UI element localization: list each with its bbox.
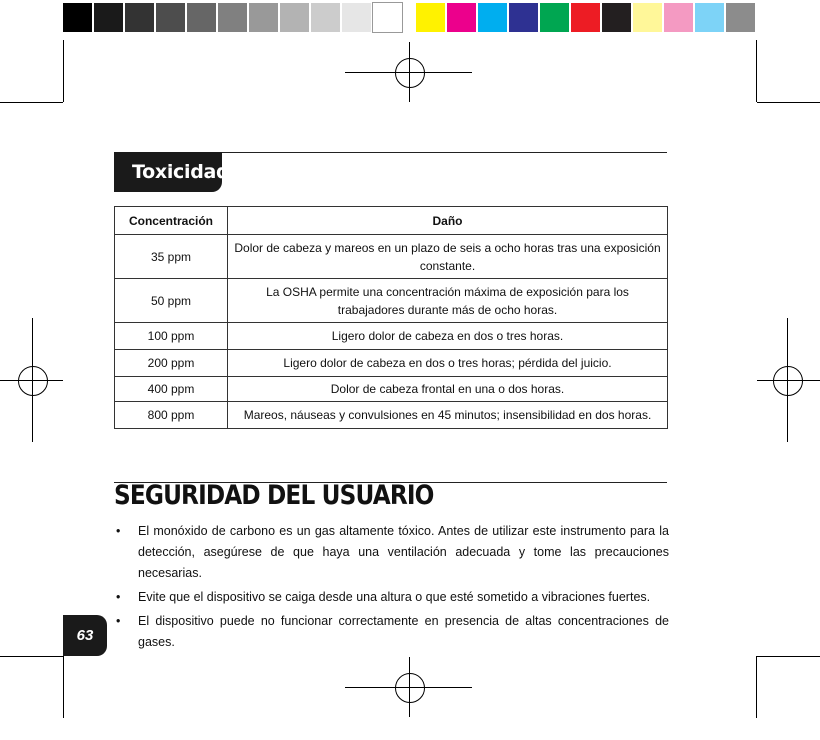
concentration-cell: 800 ppm	[115, 402, 228, 429]
color-swatch	[124, 2, 155, 33]
list-item	[114, 521, 669, 584]
table-row	[115, 279, 668, 323]
concentration-cell: 50 ppm	[115, 279, 228, 323]
color-swatch	[632, 2, 663, 33]
color-swatch	[62, 2, 93, 33]
section-title: SEGURIDAD DEL USUARIO	[114, 480, 434, 511]
column-header-damage: Daño	[228, 207, 668, 235]
crop-mark	[0, 102, 63, 103]
damage-cell: Dolor de cabeza y mareos en un plazo de seis a ocho horas tras una exposición constante.	[228, 235, 668, 279]
bullet-icon: •	[116, 524, 121, 538]
color-swatch	[93, 2, 124, 33]
color-swatch	[508, 2, 539, 33]
damage-cell: Dolor de cabeza frontal en una o dos horas.	[228, 377, 668, 402]
damage-cell: Ligero dolor de cabeza en dos o tres horas; pérdida del juicio.	[228, 350, 668, 377]
concentration-cell: 100 ppm	[115, 323, 228, 350]
table-row	[115, 402, 668, 429]
list-item-text: El dispositivo puede no funcionar correctamente en presencia de altas concentraciones de gases.	[138, 614, 669, 649]
section-divider	[222, 152, 667, 153]
color-swatch	[341, 2, 372, 33]
list-item	[114, 587, 669, 608]
color-swatch	[372, 2, 403, 33]
list-item	[114, 611, 669, 653]
color-swatch	[217, 2, 248, 33]
color-swatch	[570, 2, 601, 33]
crop-mark	[63, 40, 64, 102]
list-item-text: El monóxido de carbono es un gas altamente tóxico. Antes de utilizar este instrumento para la detección, asegúrese de que haya una ventilación adecuada y tome las precauciones necesarias.	[138, 524, 669, 580]
concentration-cell: 35 ppm	[115, 235, 228, 279]
safety-list	[114, 521, 669, 656]
color-swatch	[539, 2, 570, 33]
table-header-row	[115, 207, 668, 235]
color-swatch	[663, 2, 694, 33]
bullet-icon: •	[116, 590, 121, 604]
toxicity-section-tab: Toxicidad	[114, 152, 222, 192]
color-swatch	[248, 2, 279, 33]
color-swatch	[279, 2, 310, 33]
crop-mark	[756, 40, 757, 102]
crop-mark	[0, 656, 63, 657]
damage-cell: La OSHA permite una concentración máxima de exposición para los trabajadores durante más de ocho horas.	[228, 279, 668, 323]
table-row	[115, 235, 668, 279]
color-swatch	[477, 2, 508, 33]
crop-mark	[756, 656, 757, 718]
color-swatch	[415, 2, 446, 33]
table-row	[115, 377, 668, 402]
color-swatch	[310, 2, 341, 33]
color-swatch	[155, 2, 186, 33]
concentration-cell: 400 ppm	[115, 377, 228, 402]
concentration-cell: 200 ppm	[115, 350, 228, 377]
list-item-text: Evite que el dispositivo se caiga desde una altura o que esté sometido a vibraciones fuertes.	[138, 590, 651, 604]
swatch-gap	[403, 2, 415, 33]
color-swatch	[186, 2, 217, 33]
column-header-concentration: Concentración	[115, 207, 228, 235]
table-row	[115, 323, 668, 350]
crop-mark	[757, 656, 820, 657]
damage-cell: Ligero dolor de cabeza en dos o tres horas.	[228, 323, 668, 350]
toxicity-table	[114, 206, 668, 429]
color-swatch	[725, 2, 756, 33]
table-row	[115, 350, 668, 377]
crop-mark	[757, 102, 820, 103]
color-swatch	[446, 2, 477, 33]
page-number: 63	[63, 615, 107, 656]
crop-mark	[63, 656, 64, 718]
damage-cell: Mareos, náuseas y convulsiones en 45 minutos; insensibilidad en dos horas.	[228, 402, 668, 429]
color-swatch	[601, 2, 632, 33]
color-swatch	[694, 2, 725, 33]
bullet-icon: •	[116, 614, 121, 628]
color-calibration-bar	[62, 2, 756, 33]
